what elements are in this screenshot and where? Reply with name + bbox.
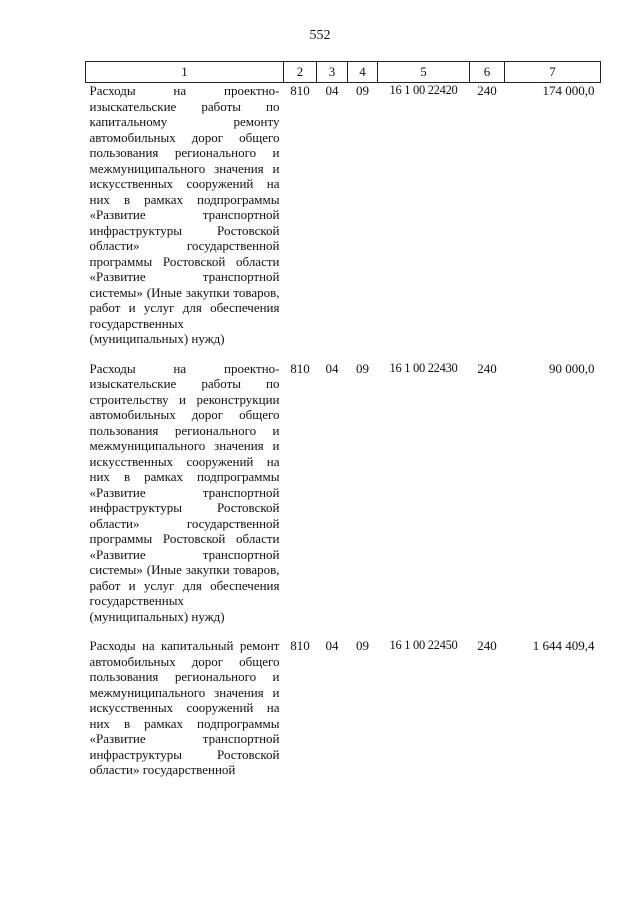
- column-header-5: 5: [378, 62, 470, 83]
- target-article-code: 16 1 00 22420: [389, 83, 458, 97]
- amount: 1 644 409,4: [532, 638, 595, 653]
- column-header-3: 3: [317, 62, 348, 83]
- target-article-code: 16 1 00 22450: [389, 638, 458, 652]
- table-row: [86, 83, 601, 361]
- subsection-code: 09: [356, 83, 369, 98]
- expense-description: Расходы на капитальный ремонт автомобильных дорог общего пользования регионального и межмуниципального значения и искусственных сооружений на них в рамках подпрограммы «Развитие транспортной инфраструктуры Ростовской области» государственной: [89, 638, 280, 777]
- expense-description: Расходы на проектно-изыскательские работы по капитальному ремонту автомобильных дорог общего пользования регионального и межмуниципального значения и искусственных сооружений на них в рамках подпрограммы «Развитие транспортной инфраструктуры Ростовской области» государственной программы Ростовской области «Развитие транспортной системы» (Иные закупки товаров, работ и услуг для обеспечения государственных (муниципальных) нужд): [89, 83, 280, 346]
- section-code: 04: [325, 83, 339, 98]
- section-code: 04: [325, 360, 339, 376]
- target-article-code: 16 1 00 22430: [389, 360, 458, 375]
- column-header-2: 2: [284, 62, 317, 83]
- expense-type-code: 240: [477, 83, 497, 98]
- amount: 90 000,0: [549, 360, 595, 376]
- expense-type-code: 240: [477, 638, 497, 653]
- page-number: 552: [309, 28, 331, 43]
- expense-description: Расходы на проектно-изыскательские работы по строительству и реконструкции автомобильных дорог общего пользования регионального и межмуниципального значения и искусственных сооружений на них в рамках подпрограммы «Развитие транспортной инфраструктуры Ростовской области» государственной программы Ростовской области «Развитие транспортной системы» (Иные закупки товаров, работ и услуг для обеспечения государственных (муниципальных) нужд): [89, 360, 280, 624]
- ministry-code: 810: [290, 638, 310, 653]
- budget-table: [85, 61, 601, 792]
- section-code: 04: [325, 638, 339, 653]
- ministry-code: 810: [290, 360, 310, 376]
- table-header-row: [86, 62, 601, 83]
- column-header-1: 1: [86, 62, 284, 83]
- ministry-code: 810: [290, 83, 310, 98]
- column-header-7: 7: [505, 62, 601, 83]
- expense-type-code: 240: [477, 360, 497, 376]
- column-header-4: 4: [348, 62, 378, 83]
- subsection-code: 09: [356, 360, 369, 376]
- subsection-code: 09: [356, 638, 369, 653]
- table-row: [86, 361, 601, 639]
- table-row: [86, 638, 601, 792]
- column-header-6: 6: [470, 62, 505, 83]
- amount: 174 000,0: [542, 83, 595, 98]
